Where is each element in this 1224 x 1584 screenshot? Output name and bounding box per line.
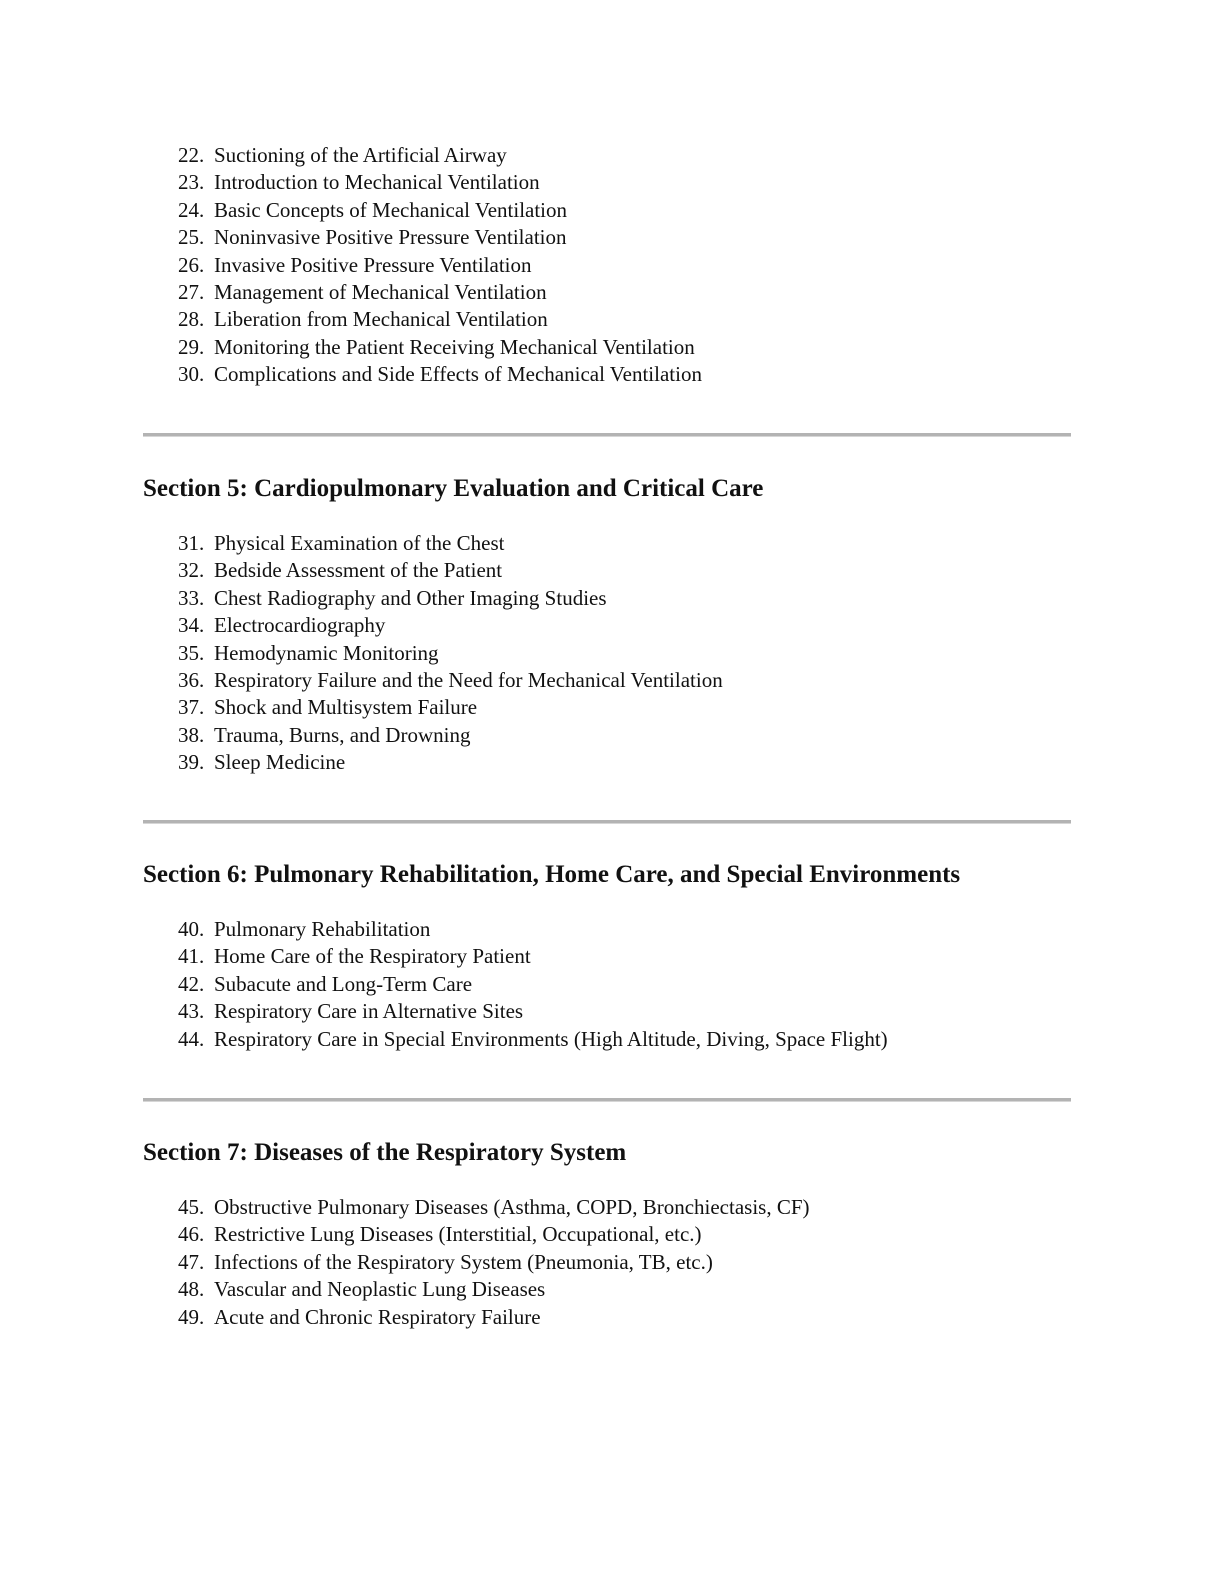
list-item — [178, 361, 702, 388]
chapter-title: Hemodynamic Monitoring — [214, 640, 439, 665]
list-item — [178, 334, 702, 361]
section-5-heading: Section 5: Cardiopulmonary Evaluation and Critical Care — [143, 475, 764, 502]
list-item — [178, 971, 888, 998]
list-item — [178, 749, 723, 776]
chapter-title: Trauma, Burns, and Drowning — [214, 722, 471, 747]
chapter-number: 33. — [178, 585, 205, 610]
section-divider — [143, 1098, 1071, 1102]
chapter-title: Noninvasive Positive Pressure Ventilation — [214, 225, 567, 250]
chapter-number: 23. — [178, 170, 205, 195]
list-item — [178, 585, 723, 612]
chapter-number: 42. — [178, 971, 205, 996]
chapter-title: Monitoring the Patient Receiving Mechanical Ventilation — [214, 334, 695, 359]
chapter-title: Liberation from Mechanical Ventilation — [214, 307, 548, 332]
chapter-title: Subacute and Long-Term Care — [214, 971, 473, 996]
chapter-title: Suctioning of the Artificial Airway — [214, 143, 507, 167]
list-item — [178, 722, 723, 749]
chapter-title: Bedside Assessment of the Patient — [214, 558, 503, 583]
chapter-number: 46. — [178, 1222, 205, 1247]
chapter-title: Infections of the Respiratory System (Pneumonia, TB, etc.) — [214, 1249, 713, 1274]
list-item — [178, 1276, 810, 1303]
chapter-title: Respiratory Care in Alternative Sites — [214, 999, 524, 1024]
chapter-title: Pulmonary Rehabilitation — [214, 917, 431, 941]
list-item — [178, 916, 888, 943]
section-6-heading: Section 6: Pulmonary Rehabilitation, Home Care, and Special Environments — [143, 861, 961, 888]
chapter-number: 24. — [178, 197, 205, 222]
list-item — [178, 1249, 810, 1276]
list-item — [178, 252, 702, 279]
chapter-title: Sleep Medicine — [214, 750, 346, 775]
list-item — [178, 530, 723, 557]
list-item — [178, 1026, 888, 1053]
list-item — [178, 197, 702, 224]
chapter-title: Restrictive Lung Diseases (Interstitial, Occupational, etc.) — [214, 1222, 702, 1247]
chapter-title: Vascular and Neoplastic Lung Diseases — [214, 1277, 546, 1302]
chapter-number: 38. — [178, 722, 205, 747]
list-item — [178, 943, 888, 970]
chapter-number: 28. — [178, 307, 205, 332]
chapter-number: 41. — [178, 944, 205, 969]
list-item — [178, 667, 723, 694]
chapter-title: Chest Radiography and Other Imaging Studies — [214, 585, 607, 610]
chapter-list-section-7 — [178, 1194, 810, 1331]
chapter-number: 45. — [178, 1195, 205, 1219]
section-divider — [143, 820, 1071, 824]
chapter-title: Physical Examination of the Chest — [214, 531, 505, 555]
list-item — [178, 1194, 810, 1221]
chapter-number: 29. — [178, 334, 205, 359]
chapter-number: 34. — [178, 613, 205, 638]
list-item — [178, 640, 723, 667]
chapter-title: Shock and Multisystem Failure — [214, 695, 478, 720]
chapter-title: Respiratory Failure and the Need for Mechanical Ventilation — [214, 667, 723, 692]
chapter-number: 39. — [178, 750, 205, 775]
chapter-title: Management of Mechanical Ventilation — [214, 279, 547, 304]
chapter-number: 35. — [178, 640, 205, 665]
chapter-number: 43. — [178, 999, 205, 1024]
chapter-title: Obstructive Pulmonary Diseases (Asthma, COPD, Bronchiectasis, CF) — [214, 1195, 810, 1219]
list-item — [178, 224, 702, 251]
chapter-title: Introduction to Mechanical Ventilation — [214, 170, 540, 195]
chapter-number: 47. — [178, 1249, 205, 1274]
chapter-number: 31. — [178, 531, 205, 555]
chapter-number: 27. — [178, 279, 205, 304]
chapter-number: 22. — [178, 143, 205, 167]
list-item — [178, 694, 723, 721]
chapter-list-section-5 — [178, 530, 723, 777]
section-divider — [143, 433, 1071, 437]
list-item — [178, 279, 702, 306]
section-7-heading: Section 7: Diseases of the Respiratory System — [143, 1139, 627, 1166]
chapter-number: 40. — [178, 917, 205, 941]
chapter-number: 30. — [178, 362, 205, 387]
chapter-number: 32. — [178, 558, 205, 583]
list-item — [178, 169, 702, 196]
chapter-number: 44. — [178, 1026, 205, 1051]
list-item — [178, 1304, 810, 1331]
list-item — [178, 306, 702, 333]
chapter-title: Basic Concepts of Mechanical Ventilation — [214, 197, 568, 222]
list-item — [178, 612, 723, 639]
chapter-title: Acute and Chronic Respiratory Failure — [214, 1304, 541, 1329]
chapter-number: 26. — [178, 252, 205, 277]
chapter-number: 49. — [178, 1304, 205, 1329]
chapter-list-section-6 — [178, 916, 888, 1053]
chapter-title: Invasive Positive Pressure Ventilation — [214, 252, 532, 277]
chapter-title: Respiratory Care in Special Environments (High Altitude, Diving, Space Flight) — [214, 1026, 888, 1051]
list-item — [178, 998, 888, 1025]
list-item — [178, 557, 723, 584]
chapter-number: 48. — [178, 1277, 205, 1302]
list-item — [178, 142, 702, 169]
list-item — [178, 1221, 810, 1248]
chapter-title: Home Care of the Respiratory Patient — [214, 944, 531, 969]
chapter-number: 37. — [178, 695, 205, 720]
chapter-number: 25. — [178, 225, 205, 250]
chapter-title: Electrocardiography — [214, 613, 386, 638]
chapter-number: 36. — [178, 667, 205, 692]
chapter-list-section-4 — [178, 142, 702, 389]
chapter-title: Complications and Side Effects of Mechanical Ventilation — [214, 362, 702, 387]
